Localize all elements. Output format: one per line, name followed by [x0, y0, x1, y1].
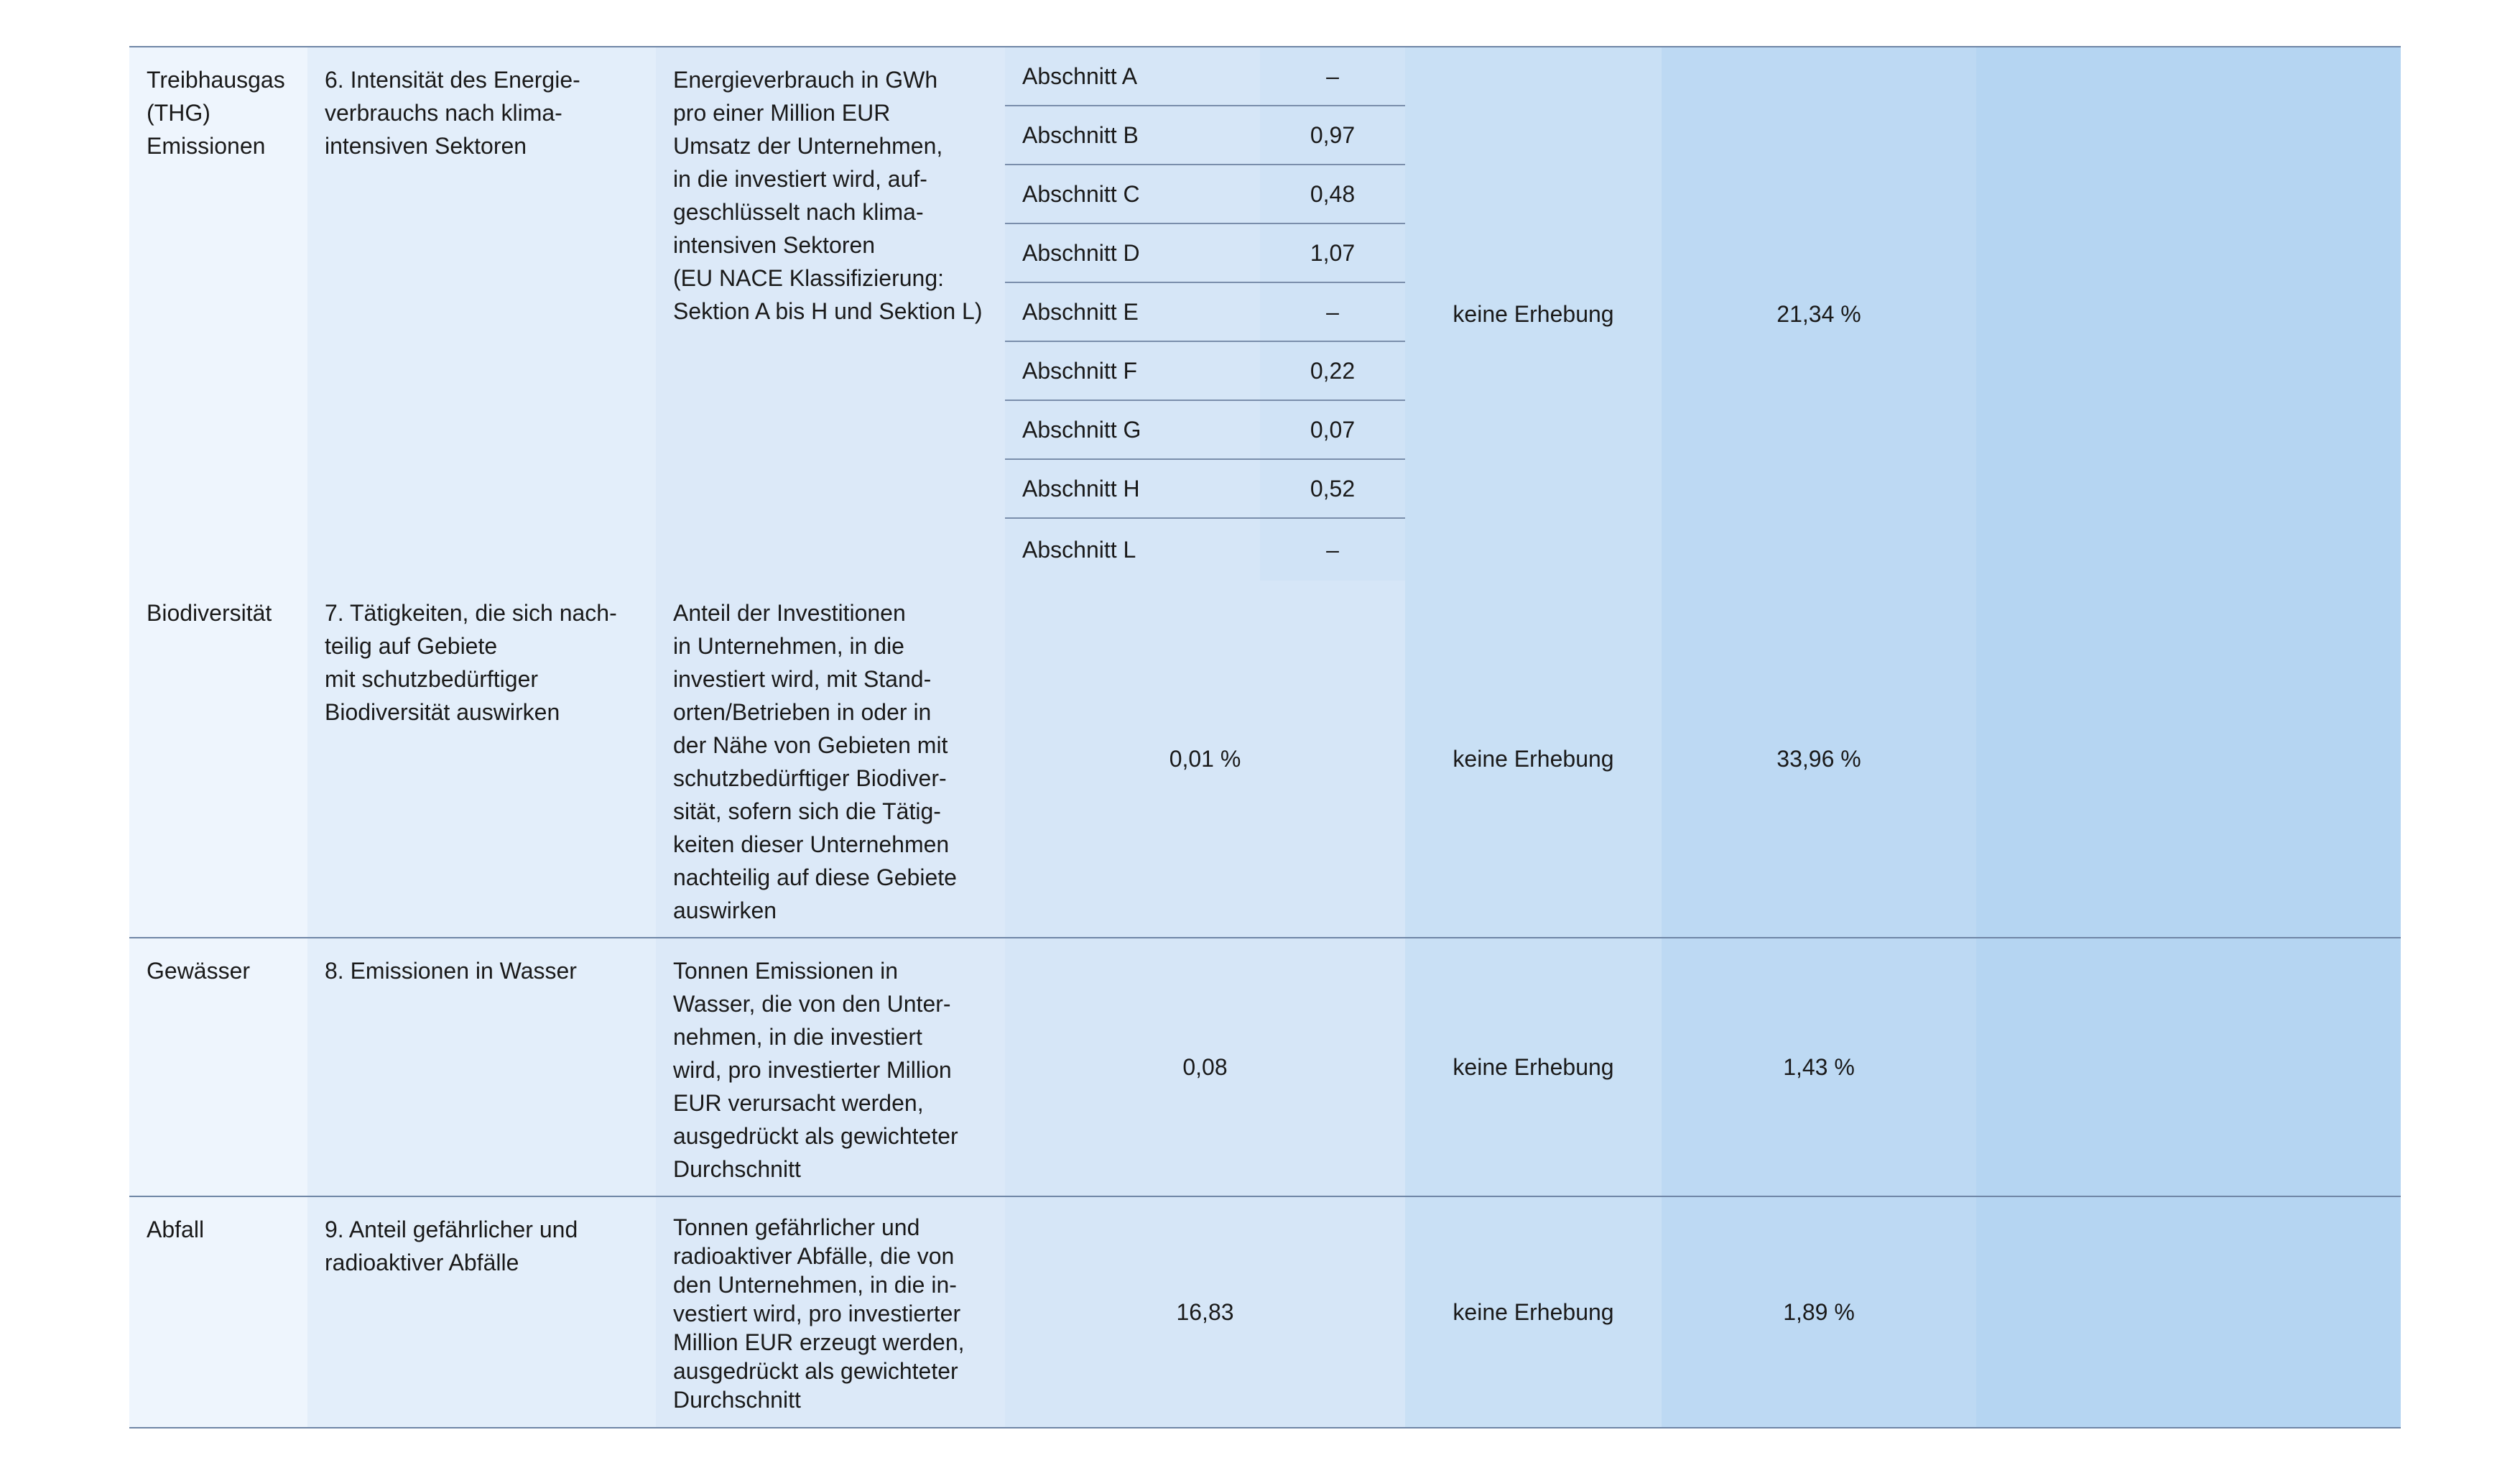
empty-cell	[1976, 581, 2401, 937]
section-label: Abschnitt A	[1005, 47, 1260, 105]
value-cell: 0,01 %	[1005, 581, 1405, 937]
prior-year-cell: keine Erhebung	[1405, 581, 1662, 937]
section-value: 0,22	[1260, 342, 1405, 400]
indicator-cell: 8. Emissionen in Wasser	[307, 938, 656, 1196]
section-value: –	[1260, 283, 1405, 341]
section-row	[1005, 342, 1405, 401]
section-label: Abschnitt E	[1005, 283, 1260, 341]
category-cell: Biodiversität	[129, 581, 307, 937]
table-row	[129, 938, 2401, 1197]
section-row	[1005, 165, 1405, 224]
coverage-cell: 1,89 %	[1662, 1197, 1976, 1427]
section-value: 0,48	[1260, 165, 1405, 223]
prior-year-cell: keine Erhebung	[1405, 47, 1662, 581]
section-value: –	[1260, 519, 1405, 581]
section-value: –	[1260, 47, 1405, 105]
metric-cell: Anteil der Investitionen in Unternehmen, in die investiert wird, mit Stand- orten/Betrieben in oder in der Nähe von Gebieten mit schutzbedürftiger Biodiver- sität, sofern sich die Tätig- keiten dieser Unternehmen nachteilig auf diese Gebiete auswirken	[656, 581, 1005, 937]
empty-cell	[1976, 938, 2401, 1196]
section-label: Abschnitt B	[1005, 106, 1260, 164]
section-label: Abschnitt G	[1005, 401, 1260, 458]
table-row	[129, 1197, 2401, 1428]
section-value: 1,07	[1260, 224, 1405, 282]
table-row	[129, 581, 2401, 938]
section-label: Abschnitt L	[1005, 519, 1260, 581]
indicator-cell: 9. Anteil gefährlicher und radioaktiver Abfälle	[307, 1197, 656, 1427]
section-row	[1005, 106, 1405, 165]
category-cell: Gewässer	[129, 938, 307, 1196]
section-value: 0,07	[1260, 401, 1405, 458]
prior-year-cell: keine Erhebung	[1405, 1197, 1662, 1427]
sections-subtable	[1005, 47, 1405, 581]
section-row	[1005, 224, 1405, 283]
section-row	[1005, 519, 1405, 581]
metric-cell: Tonnen Emissionen in Wasser, die von den Unter- nehmen, in die investiert wird, pro investierter Million EUR verursacht werden, ausgedrückt als gewichteter Durchschnitt	[656, 938, 1005, 1196]
section-row	[1005, 401, 1405, 460]
empty-cell	[1976, 1197, 2401, 1427]
section-label: Abschnitt D	[1005, 224, 1260, 282]
section-row	[1005, 460, 1405, 519]
metric-cell: Energieverbrauch in GWh pro einer Million EUR Umsatz der Unternehmen, in die investiert wird, auf- geschlüsselt nach klima- intensiven Sektoren (EU NACE Klassifizierung: Sektion A bis H und Sektion L)	[656, 47, 1005, 581]
table-row	[129, 46, 2401, 582]
empty-cell	[1976, 47, 2401, 581]
value-cell: 16,83	[1005, 1197, 1405, 1427]
metric-cell: Tonnen gefährlicher und radioaktiver Abfälle, die von den Unternehmen, in die in- vestiert wird, pro investierter Million EUR erzeugt werden, ausgedrückt als gewichteter Durchschnitt	[656, 1197, 1005, 1427]
indicator-cell: 7. Tätigkeiten, die sich nach- teilig auf Gebiete mit schutzbedürftiger Biodiversität auswirken	[307, 581, 656, 937]
coverage-cell: 1,43 %	[1662, 938, 1976, 1196]
indicator-cell: 6. Intensität des Energie- verbrauchs nach klima- intensiven Sektoren	[307, 47, 656, 581]
section-label: Abschnitt H	[1005, 460, 1260, 517]
section-value: 0,52	[1260, 460, 1405, 517]
coverage-cell: 33,96 %	[1662, 581, 1976, 937]
section-label: Abschnitt C	[1005, 165, 1260, 223]
coverage-cell: 21,34 %	[1662, 47, 1976, 581]
section-value: 0,97	[1260, 106, 1405, 164]
section-row	[1005, 283, 1405, 342]
prior-year-cell: keine Erhebung	[1405, 938, 1662, 1196]
category-cell: Abfall	[129, 1197, 307, 1427]
section-row	[1005, 47, 1405, 106]
section-label: Abschnitt F	[1005, 342, 1260, 400]
pai-indicator-table	[129, 46, 2401, 1428]
category-cell: Treibhausgas (THG) Emissionen	[129, 47, 307, 581]
value-cell: 0,08	[1005, 938, 1405, 1196]
